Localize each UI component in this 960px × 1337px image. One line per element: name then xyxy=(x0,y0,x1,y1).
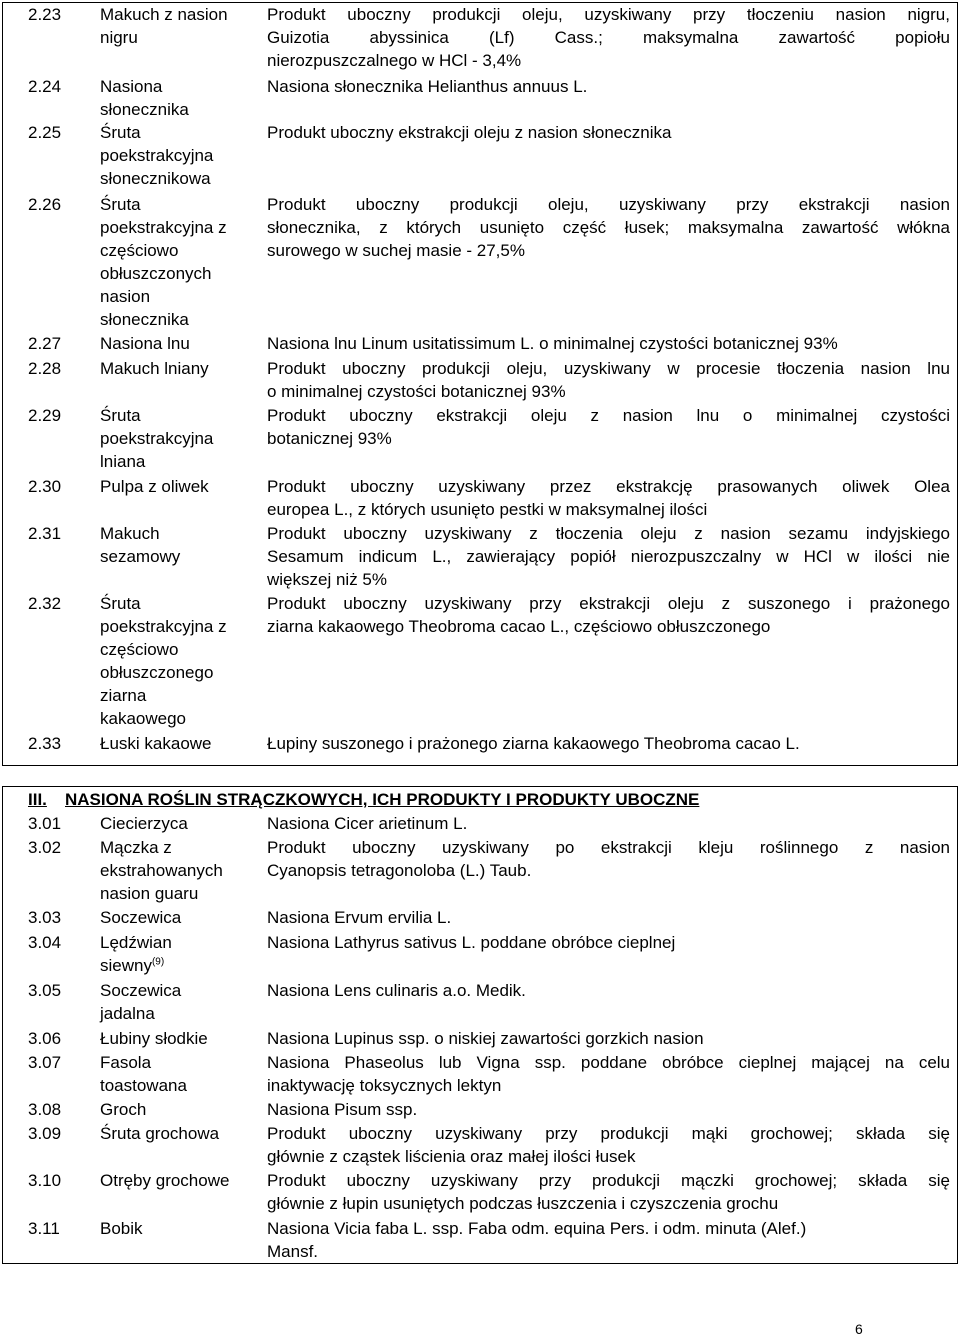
row-name: poekstrakcyjna xyxy=(100,146,214,165)
row-description: Nasiona Lupinus ssp. o niskiej zawartości gorzkich nasion xyxy=(267,1029,704,1048)
row-name: Śruta xyxy=(100,406,141,425)
table1-bottom-border xyxy=(2,765,957,766)
row-name: Lędźwian xyxy=(100,933,172,952)
row-number: 3.07 xyxy=(28,1053,62,1072)
row-description: większej niż 5% xyxy=(267,570,387,589)
row-description: ziarna kakaowego Theobroma cacao L., częściowo obłuszczonego xyxy=(267,617,771,636)
table2-left-border xyxy=(2,786,3,1264)
row-description: Produkt uboczny produkcji oleju, uzyskiwany przy ekstrakcji nasion xyxy=(267,195,950,214)
row-description: głównie z cząstek liścienia oraz małej ilości łusek xyxy=(267,1147,636,1166)
row-name: nasion guaru xyxy=(100,884,199,903)
row-number: 3.01 xyxy=(28,814,62,833)
row-name: toastowana xyxy=(100,1076,187,1095)
row-name: Soczewica xyxy=(100,981,182,1000)
row-description: Produkt uboczny produkcji oleju, uzyskiwany w procesie tłoczenia nasion lnu xyxy=(267,359,950,378)
row-name: poekstrakcyjna z xyxy=(100,218,227,237)
table1-left-border xyxy=(2,2,3,766)
row-number: 2.23 xyxy=(28,5,62,24)
row-number: 2.29 xyxy=(28,406,62,425)
row-description: Produkt uboczny ekstrakcji oleju z nasion słonecznika xyxy=(267,123,672,142)
row-description: inaktywację toksycznych lektyn xyxy=(267,1076,502,1095)
row-name: Śruta grochowa xyxy=(100,1124,220,1143)
row-name: Groch xyxy=(100,1100,147,1119)
row-name: słonecznikowa xyxy=(100,169,211,188)
row-name: Łubiny słodkie xyxy=(100,1029,208,1048)
row-description: Nasiona Lathyrus sativus L. poddane obróbce cieplnej xyxy=(267,933,676,952)
row-description: nierozpuszczalnego w HCl - 3,4% xyxy=(267,51,522,70)
page-number: 6 xyxy=(855,1321,863,1337)
row-name: ekstrahowanych xyxy=(100,861,223,880)
row-name: Śruta xyxy=(100,123,141,142)
row-description: Guizotia abyssinica (Lf) Cass.; maksymalna zawartość popiołu xyxy=(267,28,950,47)
row-number: 3.08 xyxy=(28,1100,62,1119)
row-name: Makuch xyxy=(100,524,160,543)
row-description: Produkt uboczny ekstrakcji oleju z nasion lnu o minimalnej czystości xyxy=(267,406,950,425)
row-name: Makuch lniany xyxy=(100,359,209,378)
table1-top-border xyxy=(2,2,957,3)
row-name: Fasola xyxy=(100,1053,152,1072)
row-number: 2.33 xyxy=(28,734,62,753)
table2-bottom-border xyxy=(2,1263,957,1264)
row-name: słonecznika xyxy=(100,310,189,329)
row-description: Produkt uboczny produkcji oleju, uzyskiwany przy tłoczeniu nasion nigru, xyxy=(267,5,950,24)
row-number: 3.04 xyxy=(28,933,62,952)
row-description: Nasiona Vicia faba L. ssp. Faba odm. equina Pers. i odm. minuta (Alef.) xyxy=(267,1219,807,1238)
row-description: Nasiona Pisum ssp. xyxy=(267,1100,418,1119)
row-name: Soczewica xyxy=(100,908,182,927)
row-number: 3.11 xyxy=(28,1219,60,1238)
row-description: Nasiona Lens culinaris a.o. Medik. xyxy=(267,981,526,1000)
row-name: Pulpa z oliwek xyxy=(100,477,209,496)
row-name: lniana xyxy=(100,452,146,471)
row-number: 3.02 xyxy=(28,838,62,857)
row-description: Produkt uboczny uzyskiwany przy ekstrakcji oleju z suszonego i prażonego xyxy=(267,594,950,613)
row-name: Ciecierzyca xyxy=(100,814,188,833)
row-description: słonecznika, z których usunięto część łusek; maksymalna zawartość włókna xyxy=(267,218,950,237)
row-name: Otręby grochowe xyxy=(100,1171,230,1190)
row-number: 3.09 xyxy=(28,1124,62,1143)
row-number: 2.26 xyxy=(28,195,62,214)
row-name: poekstrakcyjna xyxy=(100,429,214,448)
row-number: 2.30 xyxy=(28,477,62,496)
row-description: Produkt uboczny uzyskiwany przy produkcji mączki grochowej; składa się xyxy=(267,1171,950,1190)
row-number: 2.27 xyxy=(28,334,62,353)
row-name: obłuszczonego xyxy=(100,663,214,682)
row-description: Produkt uboczny uzyskiwany przy produkcji mąki grochowej; składa się xyxy=(267,1124,950,1143)
row-name: nasion xyxy=(100,287,151,306)
row-name: Nasiona lnu xyxy=(100,334,190,353)
row-description: Nasiona Cicer arietinum L. xyxy=(267,814,468,833)
section-number: III. xyxy=(28,790,47,809)
row-description: botanicznej 93% xyxy=(267,429,392,448)
row-name: obłuszczonych xyxy=(100,264,212,283)
row-name: częściowo xyxy=(100,640,179,659)
row-description: surowego w suchej masie - 27,5% xyxy=(267,241,525,260)
row-name: sezamowy xyxy=(100,547,181,566)
row-name: Nasiona xyxy=(100,77,163,96)
row-number: 2.25 xyxy=(28,123,62,142)
row-name: częściowo xyxy=(100,241,179,260)
row-number: 3.10 xyxy=(28,1171,62,1190)
row-name: słonecznika xyxy=(100,100,189,119)
row-description: Nasiona Ervum ervilia L. xyxy=(267,908,452,927)
row-name: nigru xyxy=(100,28,138,47)
table2-right-border xyxy=(957,786,958,1264)
row-description: Produkt uboczny uzyskiwany z tłoczenia oleju z nasion sezamu indyjskiego xyxy=(267,524,950,543)
row-description: europea L., z których usunięto pestki w maksymalnej ilości xyxy=(267,500,708,519)
table2-top-border xyxy=(2,786,957,787)
row-name: ziarna xyxy=(100,686,147,705)
row-description: Nasiona lnu Linum usitatissimum L. o minimalnej czystości botanicznej 93% xyxy=(267,334,838,353)
row-description: Cyanopsis tetragonoloba (L.) Taub. xyxy=(267,861,532,880)
row-name: kakaowego xyxy=(100,709,187,728)
row-number: 2.32 xyxy=(28,594,62,613)
row-name: Łuski kakaowe xyxy=(100,734,212,753)
row-description: Nasiona Phaseolus lub Vigna ssp. poddane obróbce cieplnej mającej na celu xyxy=(267,1053,950,1072)
row-name: Mączka z xyxy=(100,838,172,857)
row-number: 3.05 xyxy=(28,981,62,1000)
row-description: głównie z łupin usuniętych podczas łuszczenia i czyszczenia grochu xyxy=(267,1194,779,1213)
row-number: 3.06 xyxy=(28,1029,62,1048)
row-description: Produkt uboczny uzyskiwany przez ekstrakcję prasowanych oliwek Olea xyxy=(267,477,950,496)
row-number: 3.03 xyxy=(28,908,62,927)
row-name: Śruta xyxy=(100,195,141,214)
section-title: NASIONA ROŚLIN STRĄCZKOWYCH, ICH PRODUKTY I PRODUKTY UBOCZNE xyxy=(65,790,700,809)
row-description: Mansf. xyxy=(267,1242,319,1261)
row-description: Produkt uboczny uzyskiwany po ekstrakcji kleju roślinnego z nasion xyxy=(267,838,950,857)
row-name: jadalna xyxy=(100,1004,155,1023)
row-name: Bobik xyxy=(100,1219,143,1238)
row-description: Nasiona słonecznika Helianthus annuus L. xyxy=(267,77,588,96)
row-name: Makuch z nasion xyxy=(100,5,228,24)
row-number: 2.31 xyxy=(28,524,62,543)
row-name: Śruta xyxy=(100,594,141,613)
row-description: Łupiny suszonego i prażonego ziarna kakaowego Theobroma cacao L. xyxy=(267,734,800,753)
row-name: siewny xyxy=(100,956,152,975)
row-number: 2.24 xyxy=(28,77,62,96)
row-number: 2.28 xyxy=(28,359,62,378)
table1-right-border xyxy=(957,2,958,766)
row-name-with-footnote xyxy=(100,955,164,978)
row-name: poekstrakcyjna z xyxy=(100,617,227,636)
row-description: o minimalnej czystości botanicznej 93% xyxy=(267,382,566,401)
row-description: Sesamum indicum L., zawierający popiół nierozpuszczalny w HCl w ilości nie xyxy=(267,547,950,566)
footnote-ref: (9) xyxy=(151,956,165,968)
